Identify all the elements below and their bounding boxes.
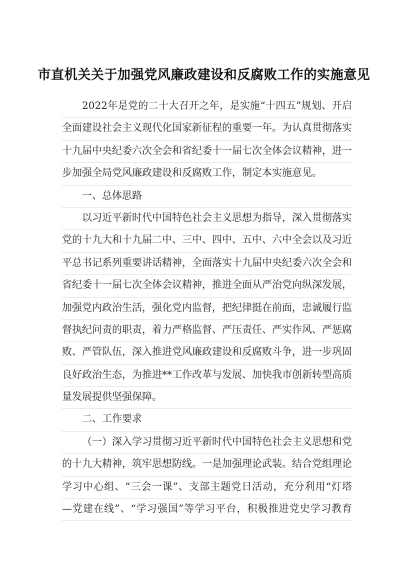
text-line: 加强党内政治生活，强化党内监督，把纪律挺在前面，忠诚履行监 [62, 298, 352, 320]
text-line: 十九届中央纪委六次全会和省纪委十一届七次全体会议精神，进一 [62, 141, 352, 163]
text-line: 全面建设社会主义现代化国家新征程的重要一年。为认真贯彻落实 [62, 118, 352, 140]
text-line: 平总书记系列重要讲话精神，全面落实十九届中央纪委六次全会和 [62, 253, 352, 275]
section-heading: 二、工作要求 [62, 409, 352, 431]
text-line: 以习近平新时代中国特色社会主义思想为指导，深入贯彻落实 [62, 208, 352, 230]
text-line: 量发展提供坚强保障。 [62, 387, 352, 409]
document-title: 市直机关关于加强党风廉政建设和反腐败工作的实施意见 [37, 68, 371, 83]
text-line: （一）深入学习贯彻习近平新时代中国特色社会主义思想和党 [62, 432, 352, 454]
text-line: 党的十九大和十九届二中、三中、四中、五中、六中全会以及习近 [62, 230, 352, 252]
text-line: —党建在线”、“学习强国”等学习平台，积极推进党史学习教育 [62, 499, 352, 521]
text-line: 败、严管队伍，深入推进党风廉政建设和反腐败斗争，进一步巩固 [62, 342, 352, 364]
document-body [62, 96, 352, 521]
text-line: 的十九大精神，筑牢思想防线。一是加强理论武装。结合党组理论 [62, 454, 352, 476]
text-line: 良好政治生态，为推进**工作改革与发展、加快我市创新转型高质 [62, 365, 352, 387]
text-line: 督执纪问责的职责，着力严格监督、严压责任、严实作风、严惩腐 [62, 320, 352, 342]
text-line: 省纪委十一届七次全体会议精神，推进全面从严治党向纵深发展， [62, 275, 352, 297]
section-heading: 一、总体思路 [62, 186, 352, 208]
text-line: 步加强全局党风廉政建设和反腐败工作，制定本实施意见。 [62, 163, 352, 185]
text-line: 2022年是党的二十大召开之年，是实施“十四五”规划、开启 [62, 96, 352, 118]
text-line: 学习中心组、“三会一课”、支部主题党日活动，充分利用“灯塔 [62, 477, 352, 499]
